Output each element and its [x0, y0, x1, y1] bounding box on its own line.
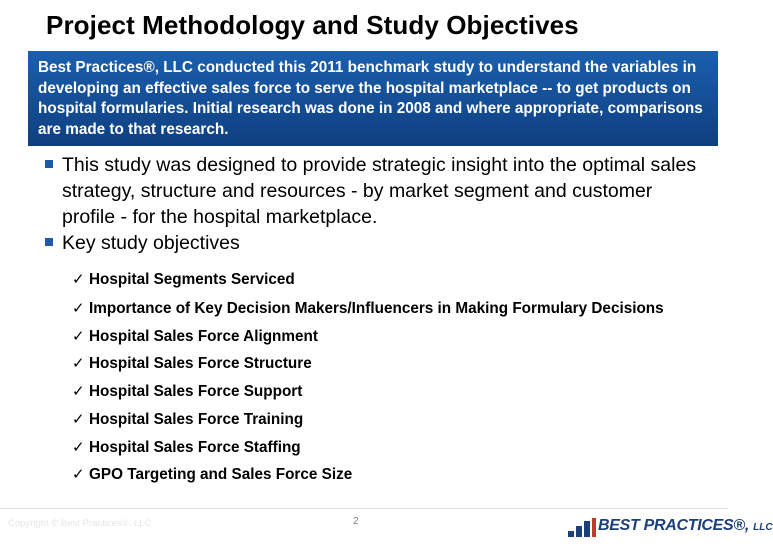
objective-item [72, 294, 672, 323]
objective-text: Importance of Key Decision Makers/Influencers in Making Formulary Decisions [89, 299, 664, 317]
objective-item [72, 406, 672, 434]
objective-text: Hospital Sales Force Training [89, 410, 304, 428]
objective-text: Hospital Sales Force Staffing [89, 438, 301, 456]
bullet-item [44, 152, 704, 230]
bullet-text: Key study objectives [62, 232, 240, 254]
page-number: 2 [353, 516, 359, 527]
intro-text: Best Practices®, LLC conducted this 2011 benchmark study to understand the variables in developing an effective sales force to serve the hospital marketplace -- to get products on hospital formularies. Initial research was done in 2008 and where appropriate, comparisons are made to that research. [38, 59, 703, 138]
best-practices-logo-icon [566, 517, 598, 539]
bullet-item [44, 230, 704, 256]
checkmark-icon: ✓ [72, 466, 85, 484]
checkmark-icon: ✓ [72, 410, 85, 428]
objective-text: GPO Targeting and Sales Force Size [89, 466, 353, 484]
objective-item [72, 323, 672, 351]
logo-suffix: LLC [753, 522, 773, 533]
bullet-text: This study was designed to provide strategic insight into the optimal sales strategy, structure and resources - by market segment and customer profile - for the hospital marketplace. [62, 154, 697, 228]
objective-item [72, 461, 672, 489]
objective-text: Hospital Sales Force Alignment [89, 327, 318, 345]
checkmark-icon: ✓ [72, 299, 85, 317]
objective-item [72, 266, 672, 294]
checkmark-icon: ✓ [72, 327, 85, 345]
logo-name: BEST PRACTICES®, [598, 517, 750, 534]
checkmark-icon: ✓ [72, 271, 85, 288]
bullet-list [44, 152, 704, 256]
checkmark-icon: ✓ [72, 355, 85, 373]
checkmark-icon: ✓ [72, 383, 85, 401]
objective-item [72, 434, 672, 462]
objective-text: Hospital Sales Force Structure [89, 355, 312, 373]
slide-title: Project Methodology and Study Objectives [46, 10, 579, 40]
square-bullet-icon [45, 238, 53, 246]
objective-item [72, 350, 672, 378]
logo-text [598, 517, 773, 535]
objective-text: Hospital Sales Force Support [89, 383, 303, 401]
objectives-list [72, 266, 672, 489]
square-bullet-icon [45, 160, 53, 168]
footer-divider [0, 508, 728, 509]
best-practices-logo [566, 517, 773, 539]
objective-text: Hospital Segments Serviced [89, 271, 295, 288]
objective-item [72, 378, 672, 406]
checkmark-icon: ✓ [72, 438, 85, 456]
intro-box [28, 51, 718, 146]
copyright-text: Copyright © Best Practices®, LLC [8, 518, 152, 529]
